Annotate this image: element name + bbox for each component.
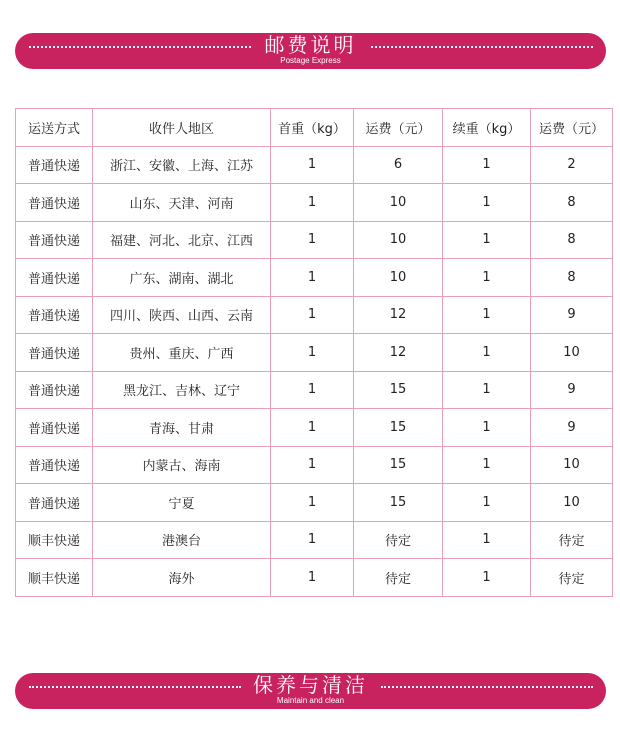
table-body bbox=[16, 146, 613, 596]
postage-banner-subtitle: Postage Express bbox=[280, 56, 341, 65]
table-header-row bbox=[16, 109, 613, 147]
table-cell: 宁夏 bbox=[93, 484, 271, 522]
banner-dots-right bbox=[371, 46, 593, 52]
table-cell: 待定 bbox=[531, 521, 613, 559]
table-cell: 12 bbox=[354, 296, 443, 334]
table-cell: 1 bbox=[271, 559, 354, 597]
table-cell: 8 bbox=[531, 221, 613, 259]
table-cell: 15 bbox=[354, 484, 443, 522]
table-cell: 1 bbox=[271, 484, 354, 522]
table-cell: 内蒙古、海南 bbox=[93, 446, 271, 484]
table-cell: 广东、湖南、湖北 bbox=[93, 259, 271, 297]
table-cell: 普通快递 bbox=[16, 409, 93, 447]
table-cell: 贵州、重庆、广西 bbox=[93, 334, 271, 372]
table-cell: 1 bbox=[443, 521, 531, 559]
table-cell: 普通快递 bbox=[16, 371, 93, 409]
table-row bbox=[16, 484, 613, 522]
table-cell: 15 bbox=[354, 446, 443, 484]
postage-banner-title-wrap bbox=[265, 33, 357, 66]
table-cell: 顺丰快递 bbox=[16, 521, 93, 559]
header-cell: 续重（kg） bbox=[443, 109, 531, 147]
maintenance-banner-subtitle: Maintain and clean bbox=[276, 696, 345, 705]
table-row bbox=[16, 334, 613, 372]
table-cell: 普通快递 bbox=[16, 184, 93, 222]
table-cell: 港澳台 bbox=[93, 521, 271, 559]
table-cell: 1 bbox=[443, 259, 531, 297]
table-cell: 1 bbox=[443, 371, 531, 409]
table-row bbox=[16, 409, 613, 447]
table-row bbox=[16, 259, 613, 297]
table-cell: 普通快递 bbox=[16, 146, 93, 184]
banner-dots-left bbox=[29, 686, 241, 692]
table-cell: 1 bbox=[271, 521, 354, 559]
table-cell: 1 bbox=[443, 334, 531, 372]
table-cell: 1 bbox=[271, 296, 354, 334]
table-row bbox=[16, 221, 613, 259]
table-cell: 1 bbox=[271, 259, 354, 297]
table-cell: 1 bbox=[443, 146, 531, 184]
maintenance-banner-title: 保养与清洁 bbox=[253, 673, 368, 697]
table-cell: 1 bbox=[271, 221, 354, 259]
table-cell: 10 bbox=[531, 446, 613, 484]
table-cell: 15 bbox=[354, 409, 443, 447]
table-row bbox=[16, 146, 613, 184]
table-cell: 10 bbox=[354, 221, 443, 259]
header-cell: 首重（kg） bbox=[271, 109, 354, 147]
table-cell: 1 bbox=[443, 296, 531, 334]
postage-banner bbox=[15, 33, 606, 69]
table-row bbox=[16, 371, 613, 409]
header-cell: 运费（元） bbox=[354, 109, 443, 147]
postage-banner-title: 邮费说明 bbox=[264, 33, 357, 57]
table-cell: 6 bbox=[354, 146, 443, 184]
shipping-rates-table bbox=[15, 108, 613, 597]
maintenance-banner-title-wrap bbox=[253, 673, 368, 706]
table-cell: 1 bbox=[271, 371, 354, 409]
table-cell: 1 bbox=[271, 446, 354, 484]
table-cell: 黑龙江、吉林、辽宁 bbox=[93, 371, 271, 409]
table-cell: 福建、河北、北京、江西 bbox=[93, 221, 271, 259]
table-cell: 山东、天津、河南 bbox=[93, 184, 271, 222]
table-cell: 9 bbox=[531, 409, 613, 447]
table-cell: 普通快递 bbox=[16, 259, 93, 297]
table-cell: 10 bbox=[354, 184, 443, 222]
table-cell: 1 bbox=[443, 221, 531, 259]
table-cell: 浙江、安徽、上海、江苏 bbox=[93, 146, 271, 184]
table-cell: 普通快递 bbox=[16, 296, 93, 334]
table-cell: 1 bbox=[443, 484, 531, 522]
table-cell: 待定 bbox=[354, 521, 443, 559]
banner-dots-left bbox=[29, 46, 251, 52]
table-cell: 9 bbox=[531, 296, 613, 334]
banner-dots-right bbox=[381, 686, 593, 692]
table-cell: 普通快递 bbox=[16, 446, 93, 484]
table-cell: 1 bbox=[271, 146, 354, 184]
table-row bbox=[16, 296, 613, 334]
table-cell: 9 bbox=[531, 371, 613, 409]
table-row bbox=[16, 521, 613, 559]
table-cell: 普通快递 bbox=[16, 484, 93, 522]
table-cell: 12 bbox=[354, 334, 443, 372]
maintenance-banner bbox=[15, 673, 606, 709]
table-cell: 1 bbox=[271, 334, 354, 372]
table-row bbox=[16, 446, 613, 484]
table-cell: 顺丰快递 bbox=[16, 559, 93, 597]
header-cell: 收件人地区 bbox=[93, 109, 271, 147]
table-cell: 10 bbox=[531, 484, 613, 522]
table-cell: 普通快递 bbox=[16, 334, 93, 372]
header-cell: 运送方式 bbox=[16, 109, 93, 147]
table-cell: 1 bbox=[443, 559, 531, 597]
table-cell: 1 bbox=[443, 446, 531, 484]
table-cell: 1 bbox=[443, 184, 531, 222]
table-cell: 8 bbox=[531, 184, 613, 222]
table-row bbox=[16, 559, 613, 597]
table-cell: 四川、陕西、山西、云南 bbox=[93, 296, 271, 334]
table-cell: 海外 bbox=[93, 559, 271, 597]
header-cell: 运费（元） bbox=[531, 109, 613, 147]
table-cell: 待定 bbox=[354, 559, 443, 597]
table-cell: 1 bbox=[271, 184, 354, 222]
table-cell: 普通快递 bbox=[16, 221, 93, 259]
table-cell: 待定 bbox=[531, 559, 613, 597]
table-row bbox=[16, 184, 613, 222]
table-cell: 10 bbox=[531, 334, 613, 372]
table-cell: 1 bbox=[443, 409, 531, 447]
table-cell: 15 bbox=[354, 371, 443, 409]
table-cell: 1 bbox=[271, 409, 354, 447]
table-cell: 8 bbox=[531, 259, 613, 297]
table-cell: 青海、甘肃 bbox=[93, 409, 271, 447]
table-cell: 2 bbox=[531, 146, 613, 184]
table-cell: 10 bbox=[354, 259, 443, 297]
